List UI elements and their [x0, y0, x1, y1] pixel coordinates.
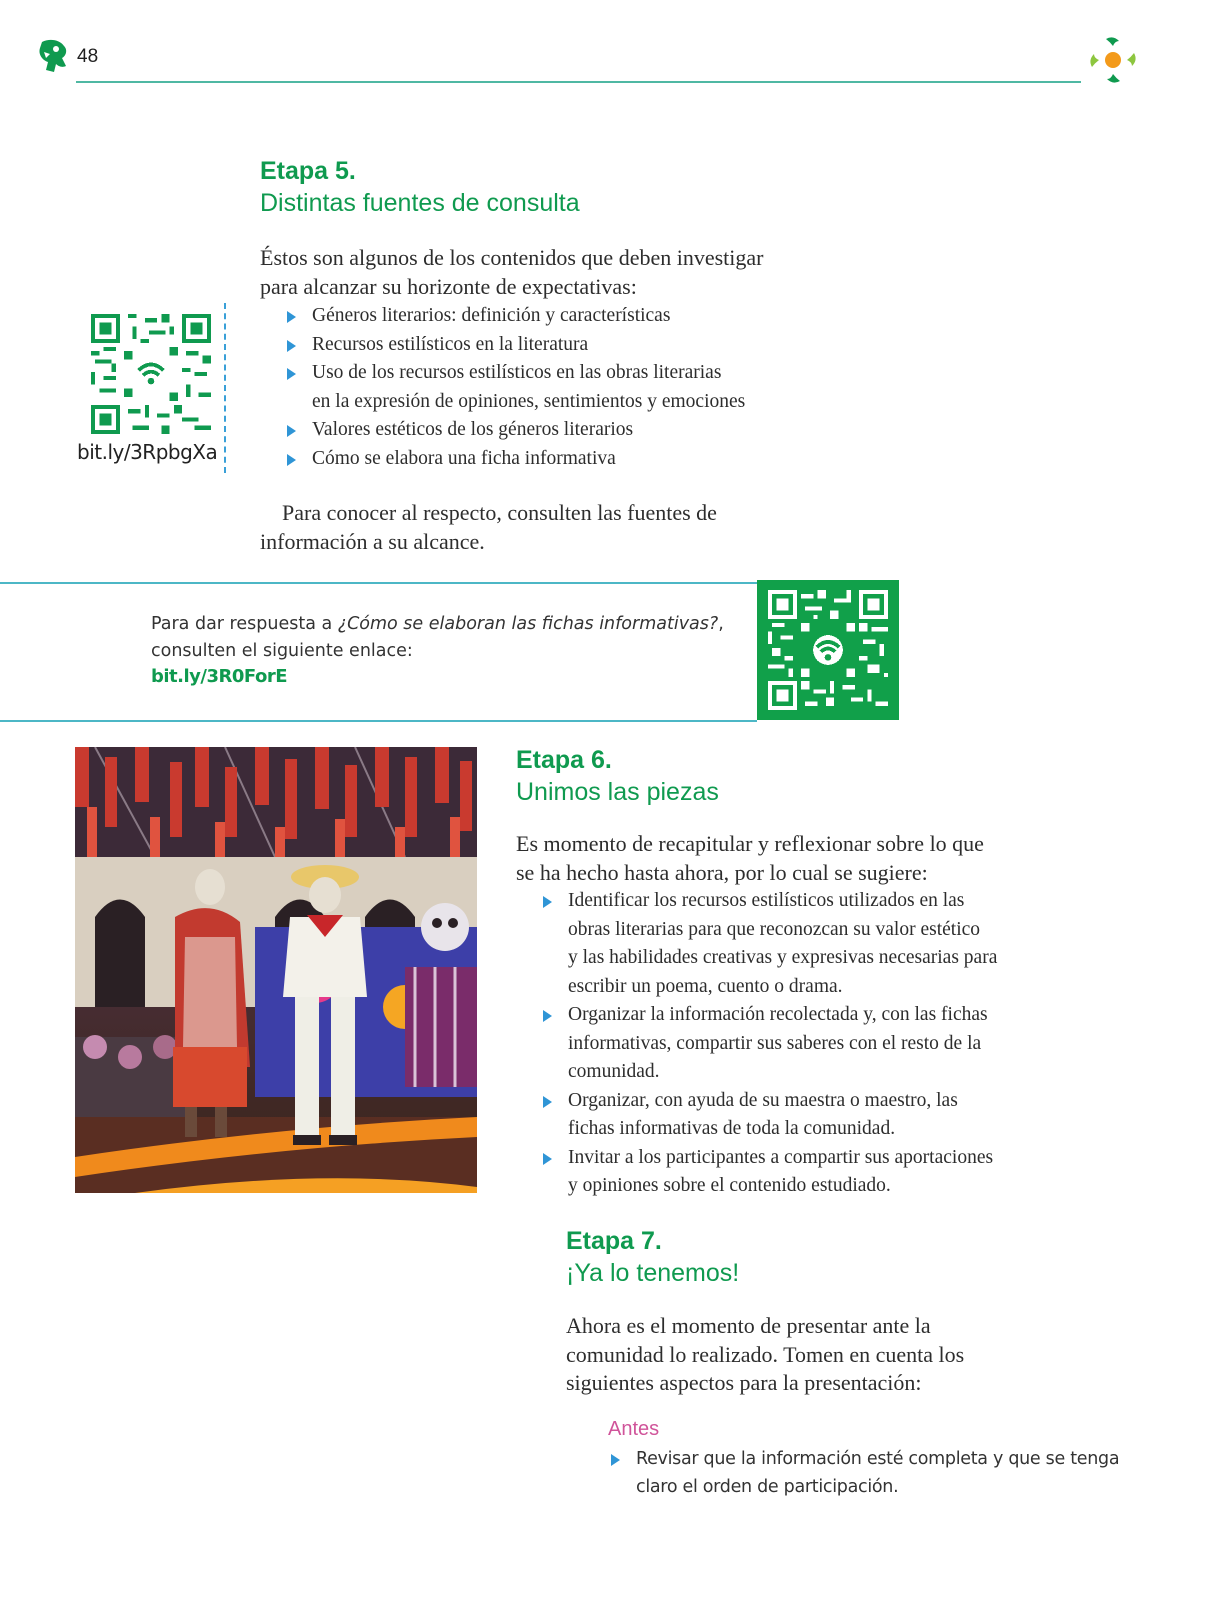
list-item-text: Géneros literarios: definición y características [312, 305, 671, 326]
bullet-arrow-icon [287, 454, 296, 466]
etapa7-heading [566, 1225, 739, 1289]
link-callout-prefix: Para dar respuesta a [151, 614, 338, 634]
dashed-divider [224, 303, 226, 473]
etapa5-closing [260, 499, 717, 556]
list-item [284, 359, 745, 416]
etapa7-intro [566, 1312, 964, 1398]
etapa5-closing-line: Para conocer al respecto, consulten las fuentes de [282, 500, 717, 525]
etapa6-heading [516, 744, 719, 808]
etapa5-intro-line: Éstos son algunos de los contenidos que deben investigar [260, 245, 764, 270]
etapa5-heading [260, 155, 580, 219]
qr-link-text[interactable]: bit.ly/3RpbgXa [77, 440, 218, 464]
link-callout-line [151, 611, 724, 638]
etapa7-intro-line: siguientes aspectos para la presentación: [566, 1370, 922, 1395]
etapa5-title: Distintas fuentes de consulta [260, 189, 580, 217]
list-item-text: Organizar, con ayuda de su maestra o maestro, las [568, 1089, 958, 1111]
bullet-arrow-icon [611, 1454, 620, 1466]
bullet-arrow-icon [287, 425, 296, 437]
etapa6-intro [516, 830, 984, 887]
list-item-text: comunidad. [568, 1061, 660, 1082]
list-item-text: y opiniones sobre el contenido estudiado. [568, 1175, 891, 1196]
etapa6-intro-line: Es momento de recapitular y reflexionar sobre lo que [516, 831, 984, 856]
list-item-text: claro el orden de participación. [636, 1476, 899, 1497]
list-item-text: en la expresión de opiniones, sentimientos y emociones [312, 390, 746, 412]
list-item [284, 416, 745, 445]
link-callout-comma: , [718, 614, 724, 634]
list-item-text: fichas informativas de toda la comunidad. [568, 1118, 896, 1139]
list-item-text: Cómo se elabora una ficha informativa [312, 447, 616, 469]
list-item-text: Identificar los recursos estilísticos utilizados en las [568, 890, 965, 911]
etapa5-number: Etapa 5. [260, 157, 356, 185]
list-item-text: Revisar que la información esté completa y que se tenga [636, 1449, 1120, 1469]
list-item-text: Invitar a los participantes a compartir sus aportaciones [568, 1146, 994, 1168]
list-item [608, 1446, 1119, 1501]
link-callout-line: consulten el siguiente enlace: [151, 641, 413, 661]
etapa6-title: Unimos las piezas [516, 778, 719, 806]
list-item-text: obras literarias para que reconozcan su valor estético [568, 918, 981, 940]
etapa5-content-list [284, 302, 745, 473]
list-item-text: Organizar la información recolectada y, con las fichas [568, 1004, 988, 1025]
link-callout-url[interactable]: bit.ly/3R0ForE [151, 666, 287, 687]
qr-code-icon[interactable] [768, 590, 888, 710]
list-item [540, 1087, 997, 1144]
etapa7-number: Etapa 7. [566, 1227, 662, 1255]
antes-list [608, 1446, 1119, 1501]
qr-code-icon[interactable] [91, 314, 211, 434]
etapa6-suggestion-list [540, 887, 997, 1201]
bullet-arrow-icon [287, 340, 296, 352]
bullet-arrow-icon [287, 311, 296, 323]
etapa7-intro-line: Ahora es el momento de presentar ante la [566, 1313, 931, 1338]
list-item-text: Uso de los recursos estilísticos en las obras literarias [312, 362, 722, 383]
community-circle-icon [1086, 33, 1140, 87]
list-item [284, 302, 745, 331]
list-item-text: escribir un poema, cuento o drama. [568, 975, 843, 997]
list-item-text: y las habilidades creativas y expresivas necesarias para [568, 947, 998, 968]
list-item [284, 331, 745, 360]
etapa5-closing-line: información a su alcance. [260, 528, 485, 554]
list-item-text: Valores estéticos de los géneros literarios [312, 419, 634, 440]
etapa7-intro-line: comunidad lo realizado. Tomen en cuenta los [566, 1341, 965, 1367]
day-of-the-dead-performance-photo [75, 747, 477, 1193]
link-callout-question: ¿Cómo se elaboran las fichas informativas? [337, 614, 719, 634]
antes-label: Antes [608, 1418, 660, 1440]
bullet-arrow-icon [543, 896, 552, 908]
list-item-text: Recursos estilísticos en la literatura [312, 333, 589, 355]
pre-hispanic-figure-icon [36, 38, 70, 74]
page-number: 48 [77, 46, 99, 67]
list-item [540, 1144, 997, 1201]
bullet-arrow-icon [287, 368, 296, 380]
etapa5-intro [260, 244, 763, 301]
link-callout-text [151, 611, 724, 665]
header-rule [76, 81, 1081, 83]
list-item [540, 887, 997, 1001]
etapa5-intro-line: para alcanzar su horizonte de expectativas: [260, 273, 637, 299]
etapa7-title: ¡Ya lo tenemos! [566, 1259, 740, 1287]
bullet-arrow-icon [543, 1153, 552, 1165]
etapa6-intro-line: se ha hecho hasta ahora, por lo cual se sugiere: [516, 859, 928, 885]
bullet-arrow-icon [543, 1096, 552, 1108]
list-item-text: informativas, compartir sus saberes con el resto de la [568, 1032, 982, 1054]
etapa6-number: Etapa 6. [516, 746, 612, 774]
list-item [284, 445, 745, 474]
list-item [540, 1001, 997, 1087]
bullet-arrow-icon [543, 1010, 552, 1022]
